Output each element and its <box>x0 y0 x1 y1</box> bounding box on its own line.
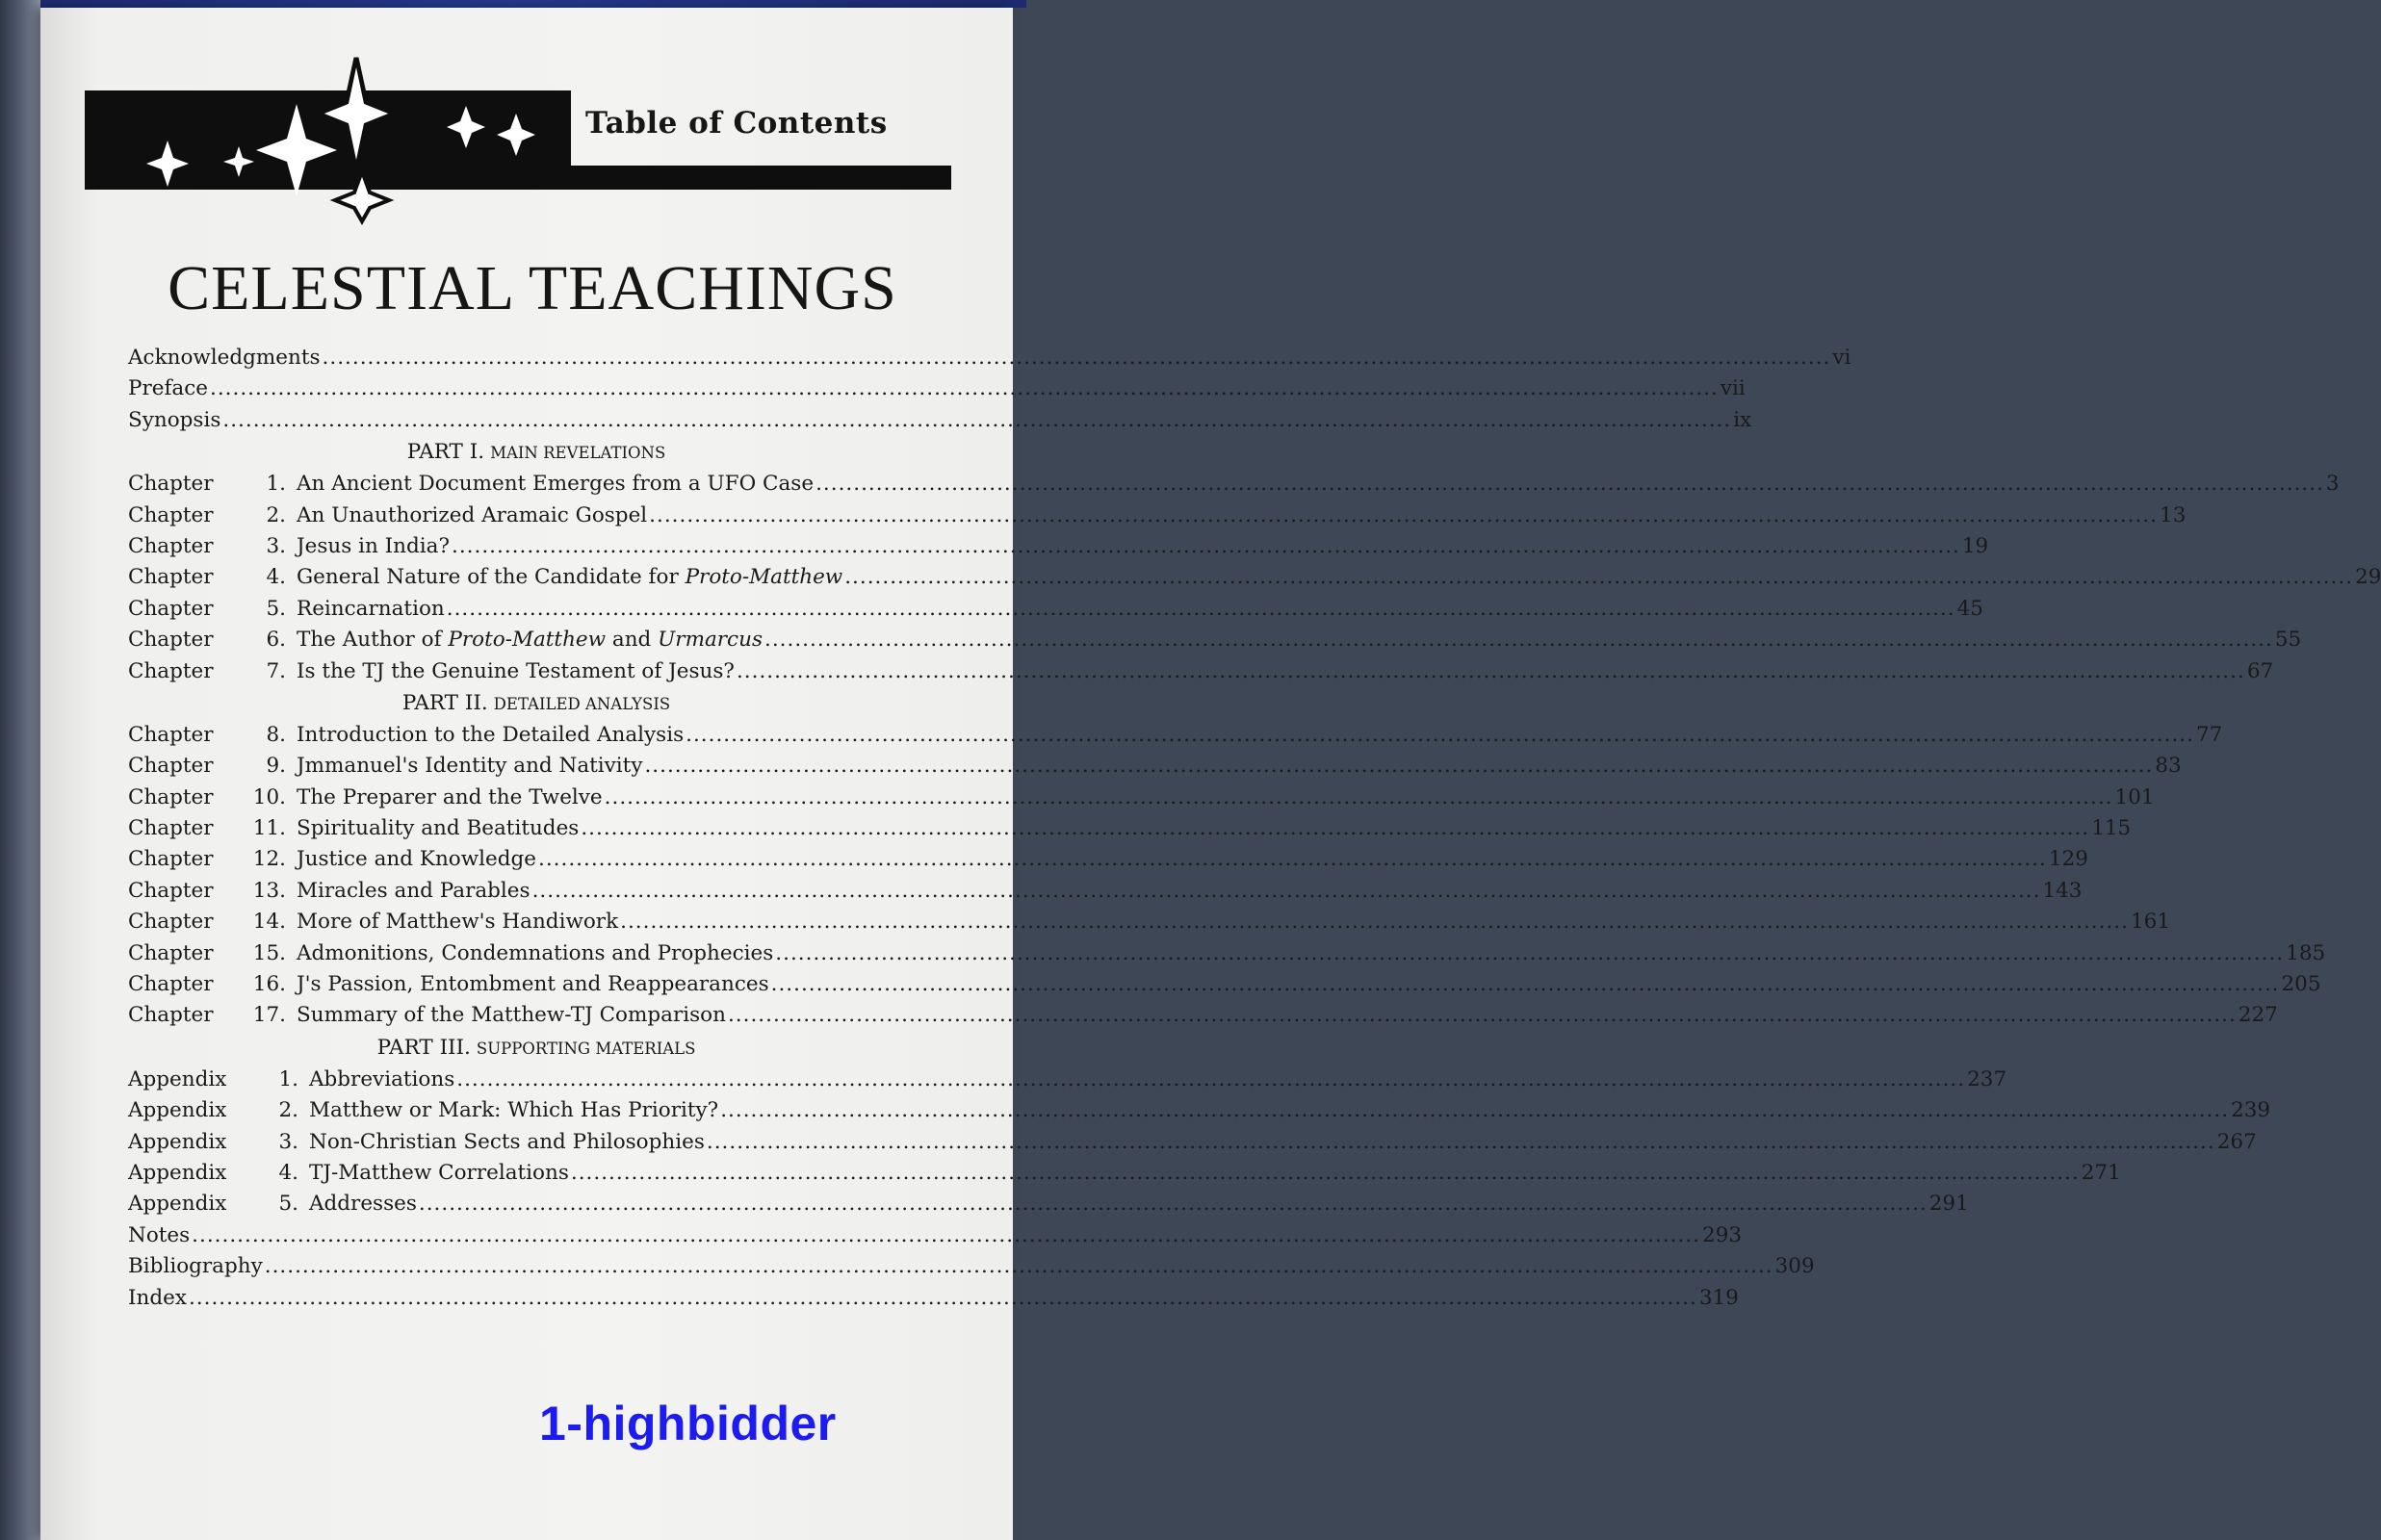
entry-kind: Chapter <box>128 533 214 558</box>
entry-page: 115 <box>2091 816 2132 841</box>
entry-number: 14. <box>252 910 286 935</box>
leader-dots: ........................................................................................................................................................................................................ <box>570 1160 2080 1185</box>
leader-dots: ........................................................................................................................................................................................................ <box>456 1066 1966 1091</box>
entry-page: 293 <box>1702 1222 1743 1247</box>
toc-entry-notes <box>128 1220 1743 1251</box>
entry-page: 319 <box>1698 1285 1739 1310</box>
entry-number: 4. <box>278 1160 298 1185</box>
leader-dots: ........................................................................................................................................................................................................ <box>736 658 2245 683</box>
leader-dots: ........................................................................................................................................................................................................ <box>763 628 2273 653</box>
entry-page: 291 <box>1928 1192 1969 1217</box>
leader-dots: ........................................................................................................................................................................................................ <box>770 972 2280 997</box>
toc-banner <box>85 58 951 221</box>
leader-dots: ........................................................................................................................................................................................................ <box>844 565 2354 590</box>
entry-label: Synopsis <box>128 407 221 432</box>
leader-dots: ........................................................................................................................................................................................................ <box>264 1254 1773 1279</box>
entry-kind: Appendix <box>128 1098 227 1123</box>
entry-title: Reincarnation <box>297 596 445 621</box>
entry-number: 11. <box>252 816 286 841</box>
entry-label <box>128 1158 569 1189</box>
entry-title: Is the TJ the Genuine Testament of Jesus? <box>297 658 735 683</box>
entry-number: 12. <box>252 847 286 872</box>
entry-label <box>128 938 773 969</box>
entry-page: 271 <box>2081 1160 2121 1185</box>
toc-entry <box>128 751 2182 782</box>
leader-dots: ........................................................................................................................................................................................................ <box>727 1003 2237 1028</box>
entry-page: 143 <box>2042 878 2083 903</box>
entry-number: 1. <box>278 1066 298 1091</box>
part-subheading: MAIN REVELATIONS <box>490 444 666 463</box>
entry-title: Spirituality and Beatitudes <box>297 816 580 841</box>
entry-title: An Ancient Document Emerges from a UFO Case <box>297 472 815 497</box>
entry-title: An Unauthorized Aramaic Gospel <box>297 502 648 527</box>
part-subheading: DETAILED ANALYSIS <box>493 694 671 713</box>
entry-page: 45 <box>1956 596 1983 621</box>
entry-page: 185 <box>2286 940 2326 965</box>
toc-entry <box>128 783 2155 813</box>
entry-label <box>128 876 531 907</box>
toc-entry <box>128 562 2381 593</box>
toc-entry <box>128 907 2171 937</box>
entry-kind: Appendix <box>128 1066 227 1091</box>
leader-dots: ........................................................................................................................................................................................................ <box>706 1129 2215 1154</box>
entry-page: 67 <box>2246 658 2274 683</box>
entry-label: Preface <box>128 376 209 401</box>
entry-label <box>128 1095 718 1126</box>
entry-page: 237 <box>1967 1066 2007 1091</box>
entry-page: 55 <box>2274 628 2302 653</box>
entry-label <box>128 562 842 593</box>
entry-page: 19 <box>1961 533 1989 558</box>
leader-dots: ........................................................................................................................................................................................................ <box>210 376 1719 401</box>
entry-title: Jesus in India? <box>297 533 450 558</box>
entry-number: 3. <box>278 1129 298 1154</box>
entry-title: General Nature of the Candidate for <box>297 565 679 590</box>
toc-entry <box>128 625 2302 655</box>
entry-kind: Chapter <box>128 878 214 903</box>
part-subheading: SUPPORTING MATERIALS <box>476 1039 696 1058</box>
entry-kind: Chapter <box>128 502 214 527</box>
entry-label <box>128 907 618 937</box>
part-number: PART I. <box>406 440 485 465</box>
entry-page: 239 <box>2231 1098 2271 1123</box>
part-number: PART III. <box>376 1035 471 1060</box>
entry-number: 3. <box>266 533 286 558</box>
entry-label <box>128 500 647 531</box>
toc-entry <box>128 938 2326 969</box>
entry-title: Introduction to the Detailed Analysis <box>297 722 685 747</box>
entry-title: Summary of the Matthew-TJ Comparison <box>297 1003 726 1028</box>
entry-page: 129 <box>2048 847 2088 872</box>
entry-title: Abbreviations <box>309 1066 455 1091</box>
entry-label: Bibliography <box>128 1254 263 1279</box>
entry-page: 29 <box>2355 565 2381 590</box>
entry-page: 205 <box>2281 972 2321 997</box>
entry-title: Addresses <box>309 1192 417 1217</box>
entry-label: Index <box>128 1285 187 1310</box>
entry-number: 9. <box>266 754 286 779</box>
part-heading <box>128 1032 945 1065</box>
entry-label <box>128 531 450 562</box>
leader-dots: ........................................................................................................................................................................................................ <box>686 722 2194 747</box>
entry-page: 83 <box>2155 754 2182 779</box>
entry-label <box>128 783 603 813</box>
toc-entry <box>128 1000 2278 1031</box>
entry-label: Acknowledgments <box>128 346 321 370</box>
leader-dots: ........................................................................................................................................................................................................ <box>537 847 2047 872</box>
entry-number: 17. <box>252 1003 286 1028</box>
part-heading <box>128 687 945 720</box>
entry-label <box>128 751 642 782</box>
entry-kind: Chapter <box>128 628 214 653</box>
entry-number: 8. <box>266 722 286 747</box>
entry-kind: Chapter <box>128 910 214 935</box>
entry-page: 13 <box>2160 502 2187 527</box>
entry-title: The Preparer and the Twelve <box>297 784 603 809</box>
entry-kind: Appendix <box>128 1129 227 1154</box>
toc-entry <box>128 656 2274 687</box>
leader-dots: ........................................................................................................................................................................................................ <box>446 596 1955 621</box>
entry-label <box>128 1065 454 1095</box>
leader-dots: ........................................................................................................................................................................................................ <box>451 533 1960 558</box>
entry-kind: Chapter <box>128 472 214 497</box>
leader-dots: ........................................................................................................................................................................................................ <box>604 784 2113 809</box>
entry-number: 2. <box>278 1098 298 1123</box>
entry-label <box>128 594 445 625</box>
entry-page: 77 <box>2195 722 2223 747</box>
entry-kind: Appendix <box>128 1160 227 1185</box>
entry-title-italic: Urmarcus <box>658 628 763 653</box>
entry-label <box>128 469 814 500</box>
entry-kind: Chapter <box>128 816 214 841</box>
entry-kind: Chapter <box>128 784 214 809</box>
toc-entry-acknowledgments <box>128 343 1851 373</box>
entry-label <box>128 625 763 655</box>
entry-page: ix <box>1733 407 1752 432</box>
entry-label <box>128 969 769 1000</box>
leader-dots: ........................................................................................................................................................................................................ <box>775 940 2285 965</box>
leader-dots: ........................................................................................................................................................................................................ <box>192 1222 1701 1247</box>
toc-entry-preface <box>128 373 1746 404</box>
leader-dots: ........................................................................................................................................................................................................ <box>815 472 2324 497</box>
entry-kind: Chapter <box>128 596 214 621</box>
entry-title: Justice and Knowledge <box>297 847 536 872</box>
toc-entry <box>128 720 2223 751</box>
entry-number: 15. <box>252 940 286 965</box>
entry-label <box>128 1000 726 1031</box>
part-number: PART II. <box>401 690 488 715</box>
entry-kind: Chapter <box>128 722 214 747</box>
leader-dots: ........................................................................................................................................................................................................ <box>620 910 2129 935</box>
leader-dots: ........................................................................................................................................................................................................ <box>418 1192 1928 1217</box>
entry-title-italic: Proto-Matthew <box>448 628 607 653</box>
book-spine <box>0 0 40 1540</box>
entry-kind: Chapter <box>128 565 214 590</box>
toc-entry-bibliography <box>128 1251 1815 1282</box>
entry-title: Admonitions, Condemnations and Prophecies <box>297 940 774 965</box>
entry-title: Miracles and Parables <box>297 878 531 903</box>
entry-label <box>128 1127 705 1158</box>
toc-entry <box>128 844 2088 875</box>
entry-number: 4. <box>266 565 286 590</box>
entry-title: Jmmanuel's Identity and Nativity <box>297 754 643 779</box>
entry-title: Non-Christian Sects and Philosophies <box>309 1129 705 1154</box>
entry-number: 7. <box>266 658 286 683</box>
entry-label <box>128 813 579 844</box>
entry-page: 267 <box>2216 1129 2257 1154</box>
entry-kind: Chapter <box>128 658 214 683</box>
leader-dots: ........................................................................................................................................................................................................ <box>188 1285 1697 1310</box>
entry-title: TJ-Matthew Correlations <box>309 1160 569 1185</box>
entry-page: 3 <box>2325 472 2340 497</box>
leader-dots: ........................................................................................................................................................................................................ <box>322 346 1831 370</box>
entry-kind: Appendix <box>128 1192 227 1217</box>
book-title: CELESTIAL TEACHINGS <box>168 253 897 323</box>
entry-number: 5. <box>266 596 286 621</box>
entry-label <box>128 844 536 875</box>
entry-label <box>128 720 684 751</box>
table-of-contents <box>128 343 2381 1314</box>
entry-title: More of Matthew's Handiwork <box>297 910 619 935</box>
entry-number: 2. <box>266 502 286 527</box>
entry-kind: Chapter <box>128 847 214 872</box>
entry-label <box>128 656 735 687</box>
top-edge <box>0 0 1026 8</box>
banner-title: Table of Contents <box>585 106 888 141</box>
entry-kind: Chapter <box>128 972 214 997</box>
toc-entry <box>128 969 2321 1000</box>
entry-page: 309 <box>1774 1254 1815 1279</box>
toc-entry <box>128 1065 2007 1095</box>
entry-number: 1. <box>266 472 286 497</box>
toc-entry-synopsis <box>128 405 1752 436</box>
entry-label <box>128 1189 417 1219</box>
toc-entry <box>128 813 2132 844</box>
entry-title: The Author of <box>297 628 442 653</box>
leader-dots: ........................................................................................................................................................................................................ <box>720 1098 2230 1123</box>
entry-number: 16. <box>252 972 286 997</box>
toc-entry <box>128 500 2187 531</box>
entry-title: J's Passion, Entombment and Reappearances <box>297 972 769 997</box>
entry-number: 6. <box>266 628 286 653</box>
entry-title-mid: and <box>611 628 652 653</box>
entry-number: 5. <box>278 1192 298 1217</box>
toc-entry <box>128 1127 2257 1158</box>
toc-entry <box>128 469 2340 500</box>
entry-number: 13. <box>252 878 286 903</box>
entry-number: 10. <box>252 784 286 809</box>
leader-dots: ........................................................................................................................................................................................................ <box>649 502 2159 527</box>
entry-label: Notes <box>128 1222 191 1247</box>
entry-page: 161 <box>2130 910 2171 935</box>
toc-entry <box>128 1189 1969 1219</box>
leader-dots: ........................................................................................................................................................................................................ <box>222 407 1732 432</box>
toc-entry <box>128 876 2083 907</box>
leader-dots: ........................................................................................................................................................................................................ <box>531 878 2041 903</box>
entry-title-italic: Proto-Matthew <box>685 565 843 590</box>
entry-title: Matthew or Mark: Which Has Priority? <box>309 1098 719 1123</box>
leader-dots: ........................................................................................................................................................................................................ <box>581 816 2090 841</box>
toc-entry <box>128 1095 2271 1126</box>
entry-page: 101 <box>2114 784 2155 809</box>
entry-kind: Chapter <box>128 1003 214 1028</box>
toc-entry <box>128 531 1989 562</box>
leader-dots: ........................................................................................................................................................................................................ <box>644 754 2154 779</box>
entry-kind: Chapter <box>128 754 214 779</box>
toc-entry-index <box>128 1283 1739 1314</box>
toc-entry <box>128 1158 2121 1189</box>
seller-watermark: 1-highbidder <box>539 1397 837 1450</box>
entry-page: 227 <box>2238 1003 2278 1028</box>
entry-kind: Chapter <box>128 940 214 965</box>
entry-page: vi <box>1832 346 1851 370</box>
entry-page: vii <box>1720 376 1746 401</box>
part-heading <box>128 436 945 469</box>
toc-entry <box>128 594 1983 625</box>
